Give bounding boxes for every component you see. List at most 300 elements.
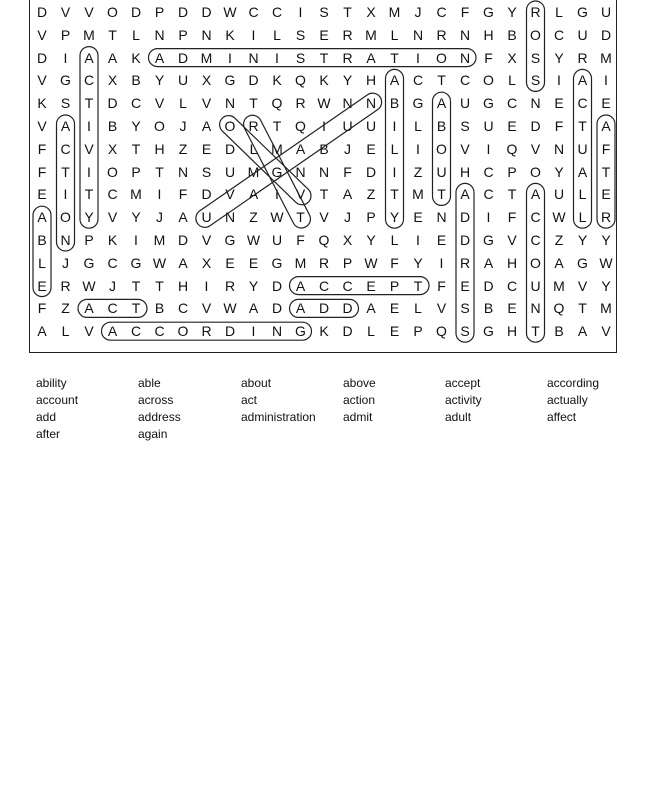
grid-cell[interactable]: V [37,26,47,43]
grid-cell[interactable]: I [486,140,491,157]
grid-cell[interactable]: R [342,26,353,43]
grid-cell[interactable]: M [130,186,142,203]
grid-cell[interactable]: B [483,300,494,317]
grid-cell[interactable]: C [342,277,353,294]
grid-cell[interactable]: E [37,277,47,294]
grid-cell[interactable]: O [177,323,189,340]
grid-cell[interactable]: I [392,118,397,134]
grid-cell[interactable]: B [37,232,47,248]
grid-cell[interactable]: Y [507,4,517,20]
grid-cell[interactable]: J [179,118,187,134]
grid-cell[interactable]: A [577,72,588,89]
grid-cell[interactable]: T [319,186,329,203]
grid-cell[interactable]: O [107,163,118,180]
grid-cell[interactable]: B [507,26,517,43]
grid-cell[interactable]: P [413,323,423,340]
grid-cell[interactable]: V [201,95,212,112]
grid-cell[interactable]: C [248,4,259,20]
grid-cell[interactable]: G [224,72,236,89]
grid-cell[interactable]: W [599,254,613,271]
grid-cell[interactable]: R [318,254,330,271]
grid-cell[interactable]: L [132,26,140,43]
grid-cell[interactable]: A [530,186,541,203]
grid-cell[interactable]: F [437,277,446,294]
grid-cell[interactable]: F [390,254,399,271]
grid-cell[interactable]: M [365,26,377,43]
grid-cell[interactable]: W [223,300,237,317]
grid-cell[interactable]: U [600,4,612,20]
grid-cell[interactable]: V [295,186,306,203]
grid-cell[interactable]: I [251,323,256,340]
grid-cell[interactable]: X [366,4,376,20]
grid-cell[interactable]: S [319,4,329,20]
grid-cell[interactable]: R [530,4,541,20]
grid-cell[interactable]: T [131,140,141,157]
grid-cell[interactable]: W [82,277,96,294]
grid-cell[interactable]: A [366,49,376,66]
grid-cell[interactable]: U [553,186,565,203]
grid-cell[interactable]: V [60,4,71,20]
grid-cell[interactable]: Y [413,254,423,271]
grid-cell[interactable]: E [507,300,517,317]
grid-cell[interactable]: W [552,209,566,226]
grid-cell[interactable]: Z [554,232,564,248]
grid-cell[interactable]: J [344,209,351,226]
grid-cell[interactable]: T [84,95,94,112]
grid-cell[interactable]: A [178,209,188,226]
grid-cell[interactable]: A [554,254,564,271]
grid-cell[interactable]: I [322,118,326,134]
grid-cell[interactable]: Q [295,118,306,134]
grid-cell[interactable]: L [414,300,422,317]
grid-cell[interactable]: V [507,232,517,248]
grid-cell[interactable]: Z [366,186,376,203]
grid-cell[interactable]: X [507,49,517,66]
grid-cell[interactable]: G [412,95,424,112]
grid-cell[interactable]: G [271,163,283,180]
grid-cell[interactable]: T [578,118,587,134]
grid-cell[interactable]: H [506,254,518,271]
grid-cell[interactable]: E [37,186,47,203]
grid-cell[interactable]: S [530,72,541,89]
grid-cell[interactable]: T [272,118,282,134]
grid-cell[interactable]: D [459,232,471,248]
grid-cell[interactable]: Y [554,49,564,66]
grid-cell[interactable]: G [483,95,494,112]
grid-cell[interactable]: J [156,209,163,226]
grid-cell[interactable]: B [107,118,118,134]
grid-cell[interactable]: T [390,186,399,203]
grid-cell[interactable]: D [483,277,494,294]
grid-cell[interactable]: R [201,323,212,340]
grid-cell[interactable]: G [224,232,236,248]
grid-cell[interactable]: N [365,95,377,112]
grid-cell[interactable]: K [37,95,47,112]
grid-cell[interactable]: K [131,49,141,66]
grid-cell[interactable]: S [460,300,470,317]
grid-cell[interactable]: A [577,163,588,180]
grid-cell[interactable]: Y [577,232,588,248]
grid-cell[interactable]: V [577,277,588,294]
grid-cell[interactable]: B [389,95,400,112]
grid-cell[interactable]: N [553,140,565,157]
grid-cell[interactable]: C [506,95,518,112]
grid-cell[interactable]: C [177,300,189,317]
grid-cell[interactable]: N [436,209,447,226]
grid-cell[interactable]: V [436,300,447,317]
grid-cell[interactable]: H [459,163,471,180]
grid-cell[interactable]: N [154,26,165,43]
grid-cell[interactable]: G [483,4,494,20]
grid-cell[interactable]: C [412,72,424,89]
grid-cell[interactable]: I [134,232,138,248]
grid-cell[interactable]: K [319,72,329,89]
grid-cell[interactable]: J [414,4,422,20]
grid-cell[interactable]: A [389,72,400,89]
grid-cell[interactable]: V [154,95,165,112]
grid-cell[interactable]: M [83,26,95,43]
grid-cell[interactable]: X [107,140,118,157]
grid-cell[interactable]: C [459,72,471,89]
grid-cell[interactable]: L [578,186,587,203]
grid-cell[interactable]: N [412,26,424,43]
grid-cell[interactable]: B [154,300,165,317]
grid-cell[interactable]: N [224,209,236,226]
grid-cell[interactable]: N [271,323,283,340]
grid-cell[interactable]: Z [413,163,423,180]
grid-cell[interactable]: D [36,49,48,66]
grid-cell[interactable]: C [506,277,518,294]
grid-cell[interactable]: N [530,300,541,317]
grid-cell[interactable]: M [271,140,283,157]
grid-cell[interactable]: C [577,95,588,112]
grid-cell[interactable]: V [37,118,47,134]
grid-cell[interactable]: N [177,163,189,180]
grid-cell[interactable]: C [530,232,541,248]
grid-cell[interactable]: V [460,140,470,157]
grid-cell[interactable]: E [460,277,470,294]
grid-cell[interactable]: C [154,323,165,340]
grid-cell[interactable]: Q [295,72,306,89]
grid-cell[interactable]: U [365,118,377,134]
grid-cell[interactable]: X [107,72,118,89]
grid-cell[interactable]: D [271,300,283,317]
grid-cell[interactable]: U [577,26,588,43]
grid-cell[interactable]: P [60,26,71,43]
grid-cell[interactable]: A [295,300,306,317]
grid-cell[interactable]: I [604,72,608,89]
grid-cell[interactable]: E [366,277,376,294]
grid-cell[interactable]: U [201,209,212,226]
grid-cell[interactable]: N [248,49,259,66]
grid-cell[interactable]: I [87,118,91,134]
grid-cell[interactable]: B [436,118,447,134]
grid-cell[interactable]: Y [342,72,353,89]
grid-cell[interactable]: T [601,163,611,180]
grid-cell[interactable]: T [61,163,70,180]
grid-cell[interactable]: O [530,163,541,180]
grid-cell[interactable]: D [224,323,236,340]
grid-cell[interactable]: R [60,277,71,294]
grid-cell[interactable]: Y [389,209,400,226]
grid-cell[interactable]: Y [601,232,611,248]
grid-cell[interactable]: A [295,140,306,157]
grid-cell[interactable]: T [249,95,258,112]
grid-cell[interactable]: W [152,254,167,271]
grid-cell[interactable]: I [228,49,232,66]
grid-cell[interactable]: C [130,95,142,112]
grid-cell[interactable]: S [530,49,541,66]
grid-cell[interactable]: A [107,323,118,340]
grid-cell[interactable]: I [392,163,397,180]
grid-cell[interactable]: L [273,26,281,43]
grid-cell[interactable]: N [459,49,471,66]
grid-cell[interactable]: O [107,4,118,20]
grid-cell[interactable]: I [416,49,420,66]
grid-cell[interactable]: C [530,209,541,226]
grid-cell[interactable]: V [107,209,118,226]
grid-cell[interactable]: L [390,26,399,43]
grid-cell[interactable]: C [130,323,142,340]
grid-cell[interactable]: G [271,254,283,271]
grid-cell[interactable]: D [342,300,353,317]
grid-cell[interactable]: L [508,72,516,89]
grid-cell[interactable]: D [365,163,377,180]
grid-cell[interactable]: R [224,277,236,294]
grid-cell[interactable]: T [507,186,517,203]
grid-cell[interactable]: Y [554,163,564,180]
grid-cell[interactable]: U [436,163,447,180]
grid-cell[interactable]: I [486,209,491,226]
grid-cell[interactable]: A [37,323,47,340]
grid-cell[interactable]: I [275,186,279,203]
grid-cell[interactable]: P [154,4,165,20]
grid-cell[interactable]: X [201,72,212,89]
grid-cell[interactable]: A [154,49,165,66]
grid-cell[interactable]: P [342,254,353,271]
grid-cell[interactable]: F [484,49,493,66]
grid-cell[interactable]: T [390,49,399,66]
grid-cell[interactable]: U [224,163,236,180]
grid-cell[interactable]: V [37,72,47,89]
grid-cell[interactable]: T [578,300,587,317]
grid-cell[interactable]: N [224,95,236,112]
grid-cell[interactable]: X [342,232,353,248]
grid-cell[interactable]: U [271,232,283,248]
grid-cell[interactable]: T [319,49,329,66]
grid-cell[interactable]: Y [84,209,94,226]
grid-cell[interactable]: A [436,95,447,112]
grid-cell[interactable]: O [154,118,165,134]
grid-cell[interactable]: M [200,49,213,66]
grid-cell[interactable]: M [412,186,424,203]
grid-cell[interactable]: F [507,209,517,226]
grid-cell[interactable]: Y [154,72,165,89]
grid-cell[interactable]: S [460,323,470,340]
grid-cell[interactable]: R [248,118,259,134]
grid-cell[interactable]: X [201,254,212,271]
grid-cell[interactable]: U [577,140,588,157]
grid-cell[interactable]: I [416,232,420,248]
grid-cell[interactable]: F [460,4,470,20]
grid-cell[interactable]: J [62,254,69,271]
grid-cell[interactable]: E [389,323,400,340]
grid-cell[interactable]: N [459,26,471,43]
grid-cell[interactable]: L [578,209,587,226]
grid-cell[interactable]: V [201,300,212,317]
grid-cell[interactable]: O [530,26,541,43]
grid-cell[interactable]: T [437,72,446,89]
grid-cell[interactable]: C [483,186,494,203]
grid-cell[interactable]: P [366,209,376,226]
grid-cell[interactable]: T [131,277,141,294]
grid-cell[interactable]: V [84,4,94,20]
grid-cell[interactable]: C [107,300,118,317]
grid-cell[interactable]: U [342,118,353,134]
grid-cell[interactable]: M [294,254,307,271]
grid-cell[interactable]: T [131,300,141,317]
grid-cell[interactable]: A [342,186,353,203]
grid-cell[interactable]: G [295,323,306,340]
grid-cell[interactable]: V [201,232,212,248]
grid-cell[interactable]: Q [318,232,330,248]
grid-cell[interactable]: T [155,163,164,180]
grid-cell[interactable]: U [459,95,471,112]
grid-cell[interactable]: A [366,300,376,317]
grid-cell[interactable]: K [319,323,329,340]
grid-cell[interactable]: V [319,209,329,226]
grid-cell[interactable]: Y [601,277,611,294]
grid-cell[interactable]: P [84,232,94,248]
grid-cell[interactable]: P [178,26,188,43]
grid-cell[interactable]: O [60,209,71,226]
grid-cell[interactable]: T [155,277,164,294]
grid-cell[interactable]: G [130,254,142,271]
grid-cell[interactable]: P [131,163,141,180]
grid-cell[interactable]: K [225,26,235,43]
grid-cell[interactable]: R [459,254,471,271]
grid-cell[interactable]: V [225,186,235,203]
grid-cell[interactable]: T [108,26,117,43]
grid-cell[interactable]: N [60,232,71,248]
grid-cell[interactable]: E [366,140,376,157]
grid-cell[interactable]: Z [61,300,70,317]
grid-cell[interactable]: D [318,300,330,317]
grid-cell[interactable]: B [554,323,564,340]
grid-cell[interactable]: S [60,95,71,112]
grid-cell[interactable]: F [37,140,47,157]
grid-cell[interactable]: A [84,49,94,66]
grid-cell[interactable]: C [60,140,71,157]
grid-cell[interactable]: V [530,140,541,157]
grid-cell[interactable]: V [84,323,94,340]
grid-cell[interactable]: O [436,49,447,66]
grid-cell[interactable]: N [201,26,212,43]
grid-cell[interactable]: I [557,72,561,89]
grid-cell[interactable]: L [61,323,70,340]
grid-cell[interactable]: O [530,254,541,271]
grid-cell[interactable]: E [201,140,212,157]
grid-cell[interactable]: W [317,95,331,112]
grid-cell[interactable]: D [177,49,189,66]
grid-cell[interactable]: Q [506,140,518,157]
grid-cell[interactable]: D [201,186,212,203]
grid-cell[interactable]: G [483,323,494,340]
grid-cell[interactable]: I [157,186,162,203]
grid-cell[interactable]: S [201,163,212,180]
grid-cell[interactable]: C [483,163,494,180]
grid-cell[interactable]: A [483,254,494,271]
grid-cell[interactable]: A [577,323,588,340]
grid-cell[interactable]: L [38,254,46,271]
grid-cell[interactable]: C [436,4,447,20]
grid-cell[interactable]: C [318,277,330,294]
grid-cell[interactable]: U [530,277,541,294]
grid-cell[interactable]: C [553,26,565,43]
grid-cell[interactable]: H [365,72,377,89]
grid-cell[interactable]: H [177,277,189,294]
grid-cell[interactable]: E [436,232,447,248]
grid-cell[interactable]: M [247,163,260,180]
grid-cell[interactable]: F [343,163,352,180]
grid-cell[interactable]: E [319,26,329,43]
grid-cell[interactable]: Y [131,118,141,134]
grid-cell[interactable]: I [275,49,279,66]
grid-cell[interactable]: N [295,163,306,180]
grid-cell[interactable]: I [439,254,444,271]
grid-cell[interactable]: D [459,209,471,226]
grid-cell[interactable]: M [600,300,612,317]
grid-cell[interactable]: C [271,4,283,20]
grid-cell[interactable]: D [530,118,541,134]
grid-cell[interactable]: I [63,186,68,203]
grid-cell[interactable]: R [600,209,612,226]
grid-cell[interactable]: R [577,49,588,66]
grid-cell[interactable]: M [600,49,612,66]
grid-cell[interactable]: T [531,323,540,340]
grid-cell[interactable]: Q [271,95,283,112]
grid-cell[interactable]: T [296,209,305,226]
grid-cell[interactable]: F [37,300,47,317]
grid-cell[interactable]: B [131,72,141,89]
grid-cell[interactable]: T [343,4,352,20]
grid-cell[interactable]: G [483,232,494,248]
grid-cell[interactable]: A [601,118,611,134]
grid-cell[interactable]: V [601,323,611,340]
grid-cell[interactable]: M [553,277,565,294]
grid-cell[interactable]: R [295,95,306,112]
grid-cell[interactable]: E [554,95,564,112]
grid-cell[interactable]: L [555,4,563,20]
grid-cell[interactable]: Y [366,232,376,248]
grid-cell[interactable]: Q [436,323,447,340]
grid-cell[interactable]: L [179,95,187,112]
grid-cell[interactable]: S [295,26,306,43]
grid-cell[interactable]: A [84,300,94,317]
grid-cell[interactable]: Q [553,300,565,317]
grid-cell[interactable]: A [37,209,47,226]
grid-cell[interactable]: W [364,254,378,271]
grid-cell[interactable]: D [107,95,118,112]
grid-cell[interactable]: Z [178,140,188,157]
grid-cell[interactable]: G [577,254,588,271]
grid-cell[interactable]: P [389,277,400,294]
grid-cell[interactable]: W [270,209,284,226]
grid-cell[interactable]: O [436,140,447,157]
grid-cell[interactable]: O [224,118,236,134]
grid-cell[interactable]: C [107,186,118,203]
grid-cell[interactable]: N [530,95,541,112]
